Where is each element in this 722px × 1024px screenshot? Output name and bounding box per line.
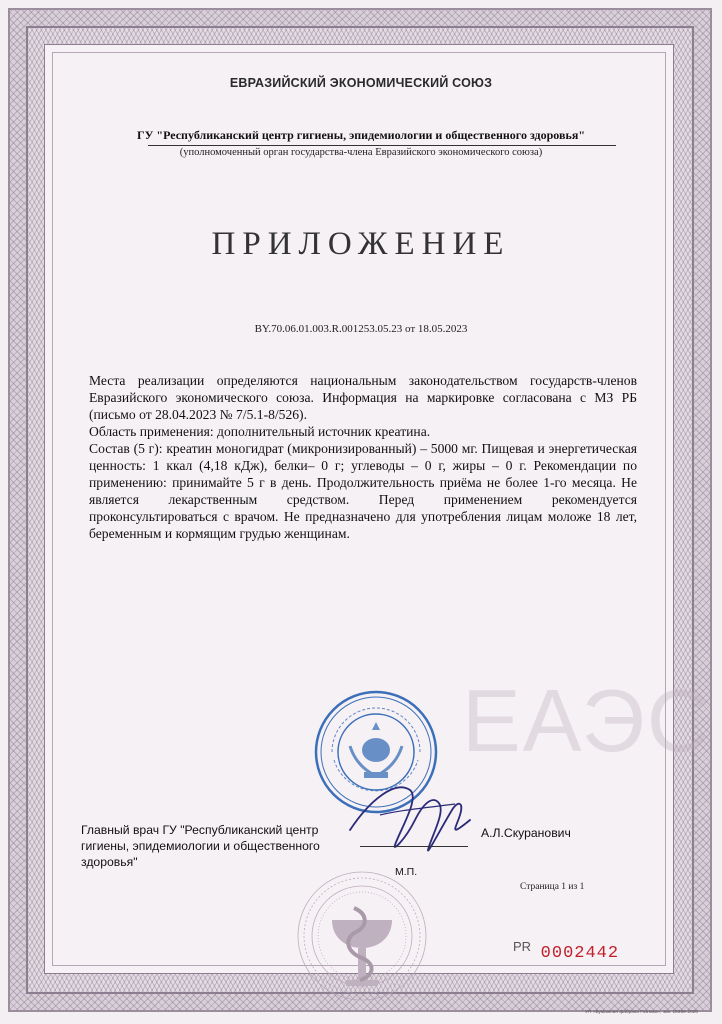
organization-underline: [148, 145, 616, 146]
signer-name: А.Л.Скуранович: [481, 826, 571, 840]
paragraph-composition: Состав (5 г): креатин моногидрат (микронизированный) – 5000 мг. Пищевая и энергетическая ценность: 1 ккал (4,18 кДж), белки– 0 г; углеводы – 0 г, жиры – 0 г. Рекомендации по применению: принимайте 5 г в день. Продолжительность приёма не более 1-го месяца. Не является лекарственным средством. Перед применением рекомендуется проконсультироваться с врачом. Не предназначено для употребления лицам моложе 18 лет, беременным и кормящим грудью женщинам.: [89, 441, 637, 541]
watermark-logo: ЕАЭС: [462, 671, 713, 770]
signature-line: [360, 846, 468, 847]
bowl-of-hygieia-emblem: [294, 868, 430, 1004]
union-header: ЕВРАЗИЙСКИЙ ЭКОНОМИЧЕСКИЙ СОЮЗ: [229, 76, 493, 90]
stamp-place-label: М.П.: [395, 866, 418, 878]
paragraph-application: Область применения: дополнительный источник креатина.: [89, 424, 431, 439]
serial-number: [513, 939, 619, 963]
registration-number: BY.70.06.01.003.R.001253.05.23 от 18.05.2023: [254, 323, 468, 335]
handwritten-signature: [340, 760, 490, 860]
organization-note: (уполномоченный орган государства-члена Евразийского экономического союза): [179, 147, 543, 158]
page-number: Страница 1 из 1: [520, 882, 585, 892]
paragraph-realization: Места реализации определяются национальным законодательством государств-членов Евразийского экономического союза. Информация на маркировке согласована с МЗ РБ (письмо от 28.04.2023 № 7/5.1-8/526).: [89, 373, 637, 422]
document-body: [89, 372, 637, 542]
signer-position: Главный врач ГУ "Республиканский центр гигиены, эпидемиологии и общественного здоровья": [81, 823, 320, 869]
serial-digits: 0002442: [540, 944, 620, 963]
document-title: ПРИЛОЖЕНИЕ: [211, 226, 511, 262]
serial-prefix: PR: [513, 939, 532, 954]
printer-note: УП «Бумажная фабрика Гознака», зак. 18358-2020: [585, 1010, 699, 1015]
organization-name: ГУ "Республиканский центр гигиены, эпидемиологии и общественного здоровья": [136, 128, 585, 142]
